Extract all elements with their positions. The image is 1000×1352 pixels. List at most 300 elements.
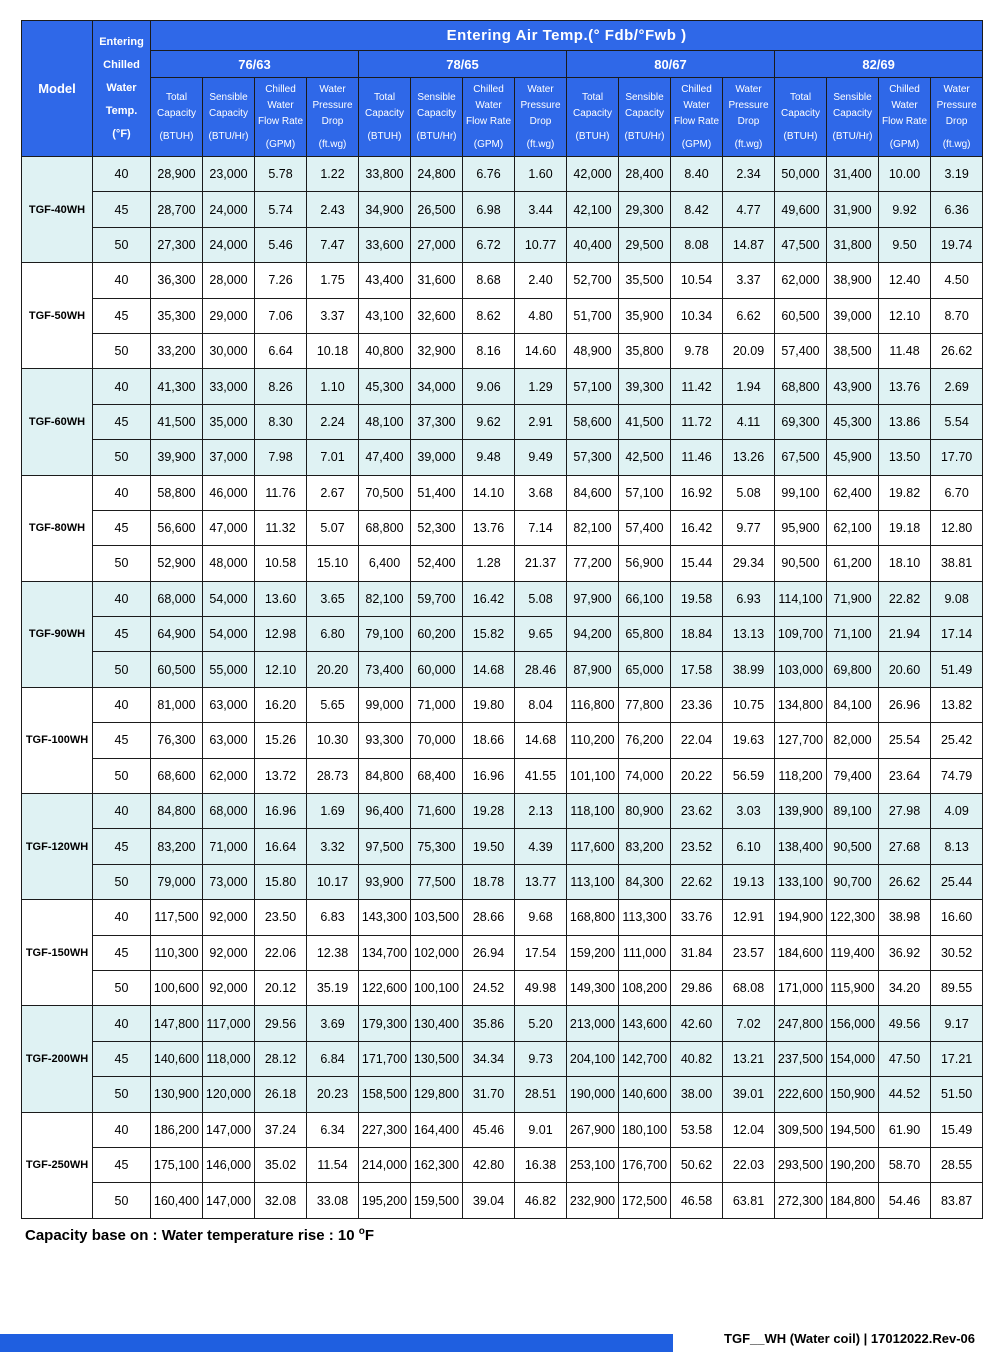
value-cell: 272,300	[775, 1183, 827, 1218]
value-cell: 102,000	[411, 935, 463, 970]
value-cell: 23.57	[723, 935, 775, 970]
subcolumn-header	[255, 78, 307, 157]
value-cell: 7.47	[307, 227, 359, 262]
table-row	[22, 192, 983, 227]
value-cell: 75,300	[411, 829, 463, 864]
water-temp-cell: 40	[93, 1006, 151, 1041]
model-name: TGF-60WH	[22, 369, 93, 475]
value-cell: 18.10	[879, 546, 931, 581]
value-cell: 35.86	[463, 1006, 515, 1041]
value-cell: 57,100	[619, 475, 671, 510]
value-cell: 4.11	[723, 404, 775, 439]
value-cell: 15.49	[931, 1112, 983, 1147]
value-cell: 38,500	[827, 333, 879, 368]
value-cell: 21.37	[515, 546, 567, 581]
subcolumn-unit: (ft.wg)	[318, 138, 347, 150]
value-cell: 10.34	[671, 298, 723, 333]
value-cell: 15.80	[255, 864, 307, 899]
value-cell: 77,800	[619, 687, 671, 722]
value-cell: 99,100	[775, 475, 827, 510]
value-cell: 120,000	[203, 1077, 255, 1112]
value-cell: 82,000	[827, 723, 879, 758]
value-cell: 6.70	[931, 475, 983, 510]
value-cell: 16.20	[255, 687, 307, 722]
value-cell: 13.77	[515, 864, 567, 899]
value-cell: 62,400	[827, 475, 879, 510]
table-row	[22, 404, 983, 439]
value-cell: 18.78	[463, 864, 515, 899]
value-cell: 47,500	[775, 227, 827, 262]
value-cell: 293,500	[775, 1147, 827, 1182]
water-temp-cell: 40	[93, 263, 151, 298]
value-cell: 190,200	[827, 1147, 879, 1182]
value-cell: 9.92	[879, 192, 931, 227]
value-cell: 39,000	[411, 440, 463, 475]
value-cell: 20.60	[879, 652, 931, 687]
water-temp-cell: 50	[93, 1077, 151, 1112]
value-cell: 4.80	[515, 298, 567, 333]
value-cell: 69,300	[775, 404, 827, 439]
water-temp-cell: 50	[93, 758, 151, 793]
value-cell: 41,500	[151, 404, 203, 439]
value-cell: 87,900	[567, 652, 619, 687]
value-cell: 159,200	[567, 935, 619, 970]
value-cell: 57,300	[567, 440, 619, 475]
value-cell: 69,800	[827, 652, 879, 687]
value-cell: 68,600	[151, 758, 203, 793]
value-cell: 79,000	[151, 864, 203, 899]
value-cell: 37,300	[411, 404, 463, 439]
value-cell: 16.60	[931, 900, 983, 935]
value-cell: 6,400	[359, 546, 411, 581]
value-cell: 83,200	[619, 829, 671, 864]
value-cell: 84,600	[567, 475, 619, 510]
value-cell: 13.50	[879, 440, 931, 475]
subcolumn-line: Capacity	[365, 107, 404, 119]
value-cell: 35,500	[619, 263, 671, 298]
value-cell: 29,300	[619, 192, 671, 227]
value-cell: 68,800	[775, 369, 827, 404]
value-cell: 84,800	[151, 794, 203, 829]
value-cell: 9.50	[879, 227, 931, 262]
subcolumn-line: Capacity	[209, 107, 248, 119]
value-cell: 92,000	[203, 900, 255, 935]
subcolumn-line: Pressure	[728, 99, 769, 111]
value-cell: 11.72	[671, 404, 723, 439]
value-cell: 10.00	[879, 157, 931, 192]
value-cell: 2.69	[931, 369, 983, 404]
value-cell: 35,300	[151, 298, 203, 333]
value-cell: 118,200	[775, 758, 827, 793]
value-cell: 12.10	[879, 298, 931, 333]
value-cell: 83.87	[931, 1183, 983, 1218]
subcolumn-header	[931, 78, 983, 157]
value-cell: 68,000	[203, 794, 255, 829]
water-temp-cell: 45	[93, 404, 151, 439]
value-cell: 42,000	[567, 157, 619, 192]
value-cell: 150,900	[827, 1077, 879, 1112]
water-temp-cell: 50	[93, 864, 151, 899]
value-cell: 149,300	[567, 970, 619, 1005]
value-cell: 50,000	[775, 157, 827, 192]
subcolumn-line: Total	[581, 91, 604, 103]
value-cell: 30.52	[931, 935, 983, 970]
model-name: TGF-250WH	[22, 1112, 93, 1218]
value-cell: 32,600	[411, 298, 463, 333]
value-cell: 42,500	[619, 440, 671, 475]
value-cell: 122,600	[359, 970, 411, 1005]
model-name: TGF-200WH	[22, 1006, 93, 1112]
value-cell: 63.81	[723, 1183, 775, 1218]
value-cell: 5.08	[515, 581, 567, 616]
value-cell: 6.93	[723, 581, 775, 616]
subcolumn-line: Flow Rate	[465, 115, 511, 127]
subcolumn-line: Pressure	[312, 99, 353, 111]
value-cell: 214,000	[359, 1147, 411, 1182]
value-cell: 23.62	[671, 794, 723, 829]
subcolumn-line: Chilled	[265, 83, 296, 95]
value-cell: 110,200	[567, 723, 619, 758]
value-cell: 31,400	[827, 157, 879, 192]
value-cell: 23.36	[671, 687, 723, 722]
value-cell: 172,500	[619, 1183, 671, 1218]
value-cell: 10.77	[515, 227, 567, 262]
value-cell: 28,900	[151, 157, 203, 192]
subcolumn-header	[619, 78, 671, 157]
subcolumn-unit: (ft.wg)	[942, 138, 971, 150]
value-cell: 8.42	[671, 192, 723, 227]
subcolumn-line: Drop	[945, 115, 968, 127]
value-cell: 15.26	[255, 723, 307, 758]
value-cell: 140,600	[151, 1041, 203, 1076]
header-row-temps	[22, 51, 983, 78]
value-cell: 46.58	[671, 1183, 723, 1218]
water-temp-cell: 45	[93, 298, 151, 333]
value-cell: 53.58	[671, 1112, 723, 1147]
table-row	[22, 794, 983, 829]
value-cell: 12.04	[723, 1112, 775, 1147]
value-cell: 80,900	[619, 794, 671, 829]
value-cell: 11.76	[255, 475, 307, 510]
value-cell: 8.13	[931, 829, 983, 864]
value-cell: 45,900	[827, 440, 879, 475]
value-cell: 36.92	[879, 935, 931, 970]
value-cell: 18.84	[671, 617, 723, 652]
table-row	[22, 970, 983, 1005]
value-cell: 5.20	[515, 1006, 567, 1041]
value-cell: 13.26	[723, 440, 775, 475]
value-cell: 71,100	[827, 617, 879, 652]
subcolumn-unit: (GPM)	[265, 138, 296, 150]
value-cell: 13.72	[255, 758, 307, 793]
air-temp-group: 80/67	[567, 51, 775, 78]
value-cell: 19.63	[723, 723, 775, 758]
value-cell: 28.46	[515, 652, 567, 687]
subcolumn-line: Pressure	[520, 99, 561, 111]
value-cell: 90,500	[827, 829, 879, 864]
value-cell: 147,800	[151, 1006, 203, 1041]
water-temp-cell: 45	[93, 1147, 151, 1182]
model-name: TGF-90WH	[22, 581, 93, 687]
value-cell: 33,600	[359, 227, 411, 262]
ecw-temp-header	[93, 21, 151, 157]
value-cell: 15.10	[307, 546, 359, 581]
value-cell: 28.55	[931, 1147, 983, 1182]
value-cell: 10.17	[307, 864, 359, 899]
value-cell: 6.72	[463, 227, 515, 262]
value-cell: 47.50	[879, 1041, 931, 1076]
value-cell: 13.60	[255, 581, 307, 616]
value-cell: 39,000	[827, 298, 879, 333]
value-cell: 83,200	[151, 829, 203, 864]
value-cell: 186,200	[151, 1112, 203, 1147]
value-cell: 25.44	[931, 864, 983, 899]
value-cell: 23.50	[255, 900, 307, 935]
value-cell: 103,500	[411, 900, 463, 935]
value-cell: 65,000	[619, 652, 671, 687]
value-cell: 82,100	[567, 510, 619, 545]
air-temp-group: 78/65	[359, 51, 567, 78]
value-cell: 33,800	[359, 157, 411, 192]
value-cell: 97,500	[359, 829, 411, 864]
value-cell: 139,900	[775, 794, 827, 829]
value-cell: 29.86	[671, 970, 723, 1005]
table-row	[22, 652, 983, 687]
value-cell: 79,100	[359, 617, 411, 652]
value-cell: 110,300	[151, 935, 203, 970]
value-cell: 3.69	[307, 1006, 359, 1041]
value-cell: 12.10	[255, 652, 307, 687]
value-cell: 14.10	[463, 475, 515, 510]
value-cell: 19.82	[879, 475, 931, 510]
value-cell: 77,200	[567, 546, 619, 581]
value-cell: 16.42	[463, 581, 515, 616]
value-cell: 68.08	[723, 970, 775, 1005]
value-cell: 33.76	[671, 900, 723, 935]
ecw-header-line: Temp.	[105, 105, 138, 117]
table-row	[22, 1183, 983, 1218]
value-cell: 16.42	[671, 510, 723, 545]
value-cell: 62,100	[827, 510, 879, 545]
value-cell: 62,000	[775, 263, 827, 298]
model-name: TGF-80WH	[22, 475, 93, 581]
value-cell: 51,400	[411, 475, 463, 510]
value-cell: 81,000	[151, 687, 203, 722]
value-cell: 34.20	[879, 970, 931, 1005]
value-cell: 5.54	[931, 404, 983, 439]
value-cell: 10.54	[671, 263, 723, 298]
value-cell: 51.50	[931, 1077, 983, 1112]
model-name: TGF-150WH	[22, 900, 93, 1006]
value-cell: 94,200	[567, 617, 619, 652]
model-name: TGF-50WH	[22, 263, 93, 369]
subcolumn-header	[827, 78, 879, 157]
value-cell: 26.96	[879, 687, 931, 722]
value-cell: 16.96	[255, 794, 307, 829]
table-header	[22, 21, 983, 157]
value-cell: 27.68	[879, 829, 931, 864]
value-cell: 4.39	[515, 829, 567, 864]
value-cell: 16.38	[515, 1147, 567, 1182]
capacity-note	[25, 1226, 374, 1244]
value-cell: 10.18	[307, 333, 359, 368]
value-cell: 39,300	[619, 369, 671, 404]
value-cell: 48,900	[567, 333, 619, 368]
value-cell: 195,200	[359, 1183, 411, 1218]
ecw-header-line: Chilled	[103, 59, 140, 71]
subcolumn-line: Chilled	[889, 83, 920, 95]
value-cell: 21.94	[879, 617, 931, 652]
water-temp-cell: 45	[93, 510, 151, 545]
value-cell: 20.20	[307, 652, 359, 687]
value-cell: 6.64	[255, 333, 307, 368]
value-cell: 34.34	[463, 1041, 515, 1076]
table-row	[22, 1112, 983, 1147]
value-cell: 54,000	[203, 581, 255, 616]
value-cell: 32.08	[255, 1183, 307, 1218]
value-cell: 55,000	[203, 652, 255, 687]
water-temp-cell: 50	[93, 970, 151, 1005]
model-name: TGF-100WH	[22, 687, 93, 793]
subcolumn-line: Sensible	[417, 91, 456, 103]
value-cell: 213,000	[567, 1006, 619, 1041]
subcolumn-line: Total	[789, 91, 812, 103]
value-cell: 50.62	[671, 1147, 723, 1182]
value-cell: 35.19	[307, 970, 359, 1005]
value-cell: 37.24	[255, 1112, 307, 1147]
value-cell: 54.46	[879, 1183, 931, 1218]
water-temp-cell: 50	[93, 546, 151, 581]
value-cell: 26,500	[411, 192, 463, 227]
table-row	[22, 510, 983, 545]
subcolumn-line: Water	[891, 99, 918, 111]
value-cell: 16.64	[255, 829, 307, 864]
model-name: TGF-40WH	[22, 157, 93, 263]
value-cell: 67,500	[775, 440, 827, 475]
value-cell: 38.99	[723, 652, 775, 687]
water-temp-cell: 45	[93, 829, 151, 864]
table-row	[22, 1077, 983, 1112]
value-cell: 16.92	[671, 475, 723, 510]
value-cell: 2.24	[307, 404, 359, 439]
ecw-header-line: Water	[106, 82, 137, 94]
value-cell: 25.54	[879, 723, 931, 758]
value-cell: 17.54	[515, 935, 567, 970]
value-cell: 71,900	[827, 581, 879, 616]
water-temp-cell: 45	[93, 723, 151, 758]
value-cell: 10.30	[307, 723, 359, 758]
value-cell: 9.73	[515, 1041, 567, 1076]
value-cell: 20.09	[723, 333, 775, 368]
value-cell: 97,900	[567, 581, 619, 616]
subcolumn-header	[307, 78, 359, 157]
table-row	[22, 687, 983, 722]
value-cell: 13.76	[879, 369, 931, 404]
value-cell: 116,800	[567, 687, 619, 722]
value-cell: 108,200	[619, 970, 671, 1005]
value-cell: 59,700	[411, 581, 463, 616]
water-temp-cell: 45	[93, 1041, 151, 1076]
subcolumn-header	[463, 78, 515, 157]
value-cell: 29.34	[723, 546, 775, 581]
value-cell: 5.07	[307, 510, 359, 545]
value-cell: 62,000	[203, 758, 255, 793]
value-cell: 93,300	[359, 723, 411, 758]
value-cell: 22.03	[723, 1147, 775, 1182]
value-cell: 237,500	[775, 1041, 827, 1076]
subcolumn-line: Water	[319, 83, 346, 95]
value-cell: 24,000	[203, 192, 255, 227]
value-cell: 12.40	[879, 263, 931, 298]
value-cell: 29,000	[203, 298, 255, 333]
value-cell: 25.42	[931, 723, 983, 758]
value-cell: 6.36	[931, 192, 983, 227]
value-cell: 37,000	[203, 440, 255, 475]
subcolumn-line: Capacity	[625, 107, 664, 119]
value-cell: 253,100	[567, 1147, 619, 1182]
value-cell: 13.13	[723, 617, 775, 652]
value-cell: 143,300	[359, 900, 411, 935]
value-cell: 2.67	[307, 475, 359, 510]
value-cell: 26.18	[255, 1077, 307, 1112]
value-cell: 9.06	[463, 369, 515, 404]
value-cell: 41,300	[151, 369, 203, 404]
value-cell: 26.62	[931, 333, 983, 368]
subcolumn-header	[151, 78, 203, 157]
value-cell: 13.21	[723, 1041, 775, 1076]
table-row	[22, 723, 983, 758]
table-row	[22, 935, 983, 970]
subcolumn-line: Capacity	[781, 107, 820, 119]
value-cell: 232,900	[567, 1183, 619, 1218]
value-cell: 9.65	[515, 617, 567, 652]
value-cell: 12.80	[931, 510, 983, 545]
value-cell: 60,200	[411, 617, 463, 652]
value-cell: 194,900	[775, 900, 827, 935]
capacity-table	[21, 20, 983, 1219]
subcolumn-header	[411, 78, 463, 157]
value-cell: 6.80	[307, 617, 359, 652]
value-cell: 35.02	[255, 1147, 307, 1182]
value-cell: 23,000	[203, 157, 255, 192]
value-cell: 14.87	[723, 227, 775, 262]
value-cell: 100,600	[151, 970, 203, 1005]
subcolumn-header	[879, 78, 931, 157]
value-cell: 77,500	[411, 864, 463, 899]
value-cell: 42.60	[671, 1006, 723, 1041]
value-cell: 45.46	[463, 1112, 515, 1147]
value-cell: 4.50	[931, 263, 983, 298]
value-cell: 6.34	[307, 1112, 359, 1147]
subcolumn-line: Flow Rate	[257, 115, 303, 127]
value-cell: 16.96	[463, 758, 515, 793]
value-cell: 56,900	[619, 546, 671, 581]
air-temp-title: Entering Air Temp.(° Fdb/°Fwb )	[151, 21, 983, 51]
value-cell: 6.84	[307, 1041, 359, 1076]
value-cell: 5.78	[255, 157, 307, 192]
value-cell: 20.22	[671, 758, 723, 793]
table-row	[22, 333, 983, 368]
water-temp-cell: 40	[93, 794, 151, 829]
value-cell: 71,000	[203, 829, 255, 864]
value-cell: 5.08	[723, 475, 775, 510]
value-cell: 13.82	[931, 687, 983, 722]
value-cell: 89,100	[827, 794, 879, 829]
value-cell: 156,000	[827, 1006, 879, 1041]
value-cell: 9.78	[671, 333, 723, 368]
water-temp-cell: 40	[93, 581, 151, 616]
value-cell: 30,000	[203, 333, 255, 368]
